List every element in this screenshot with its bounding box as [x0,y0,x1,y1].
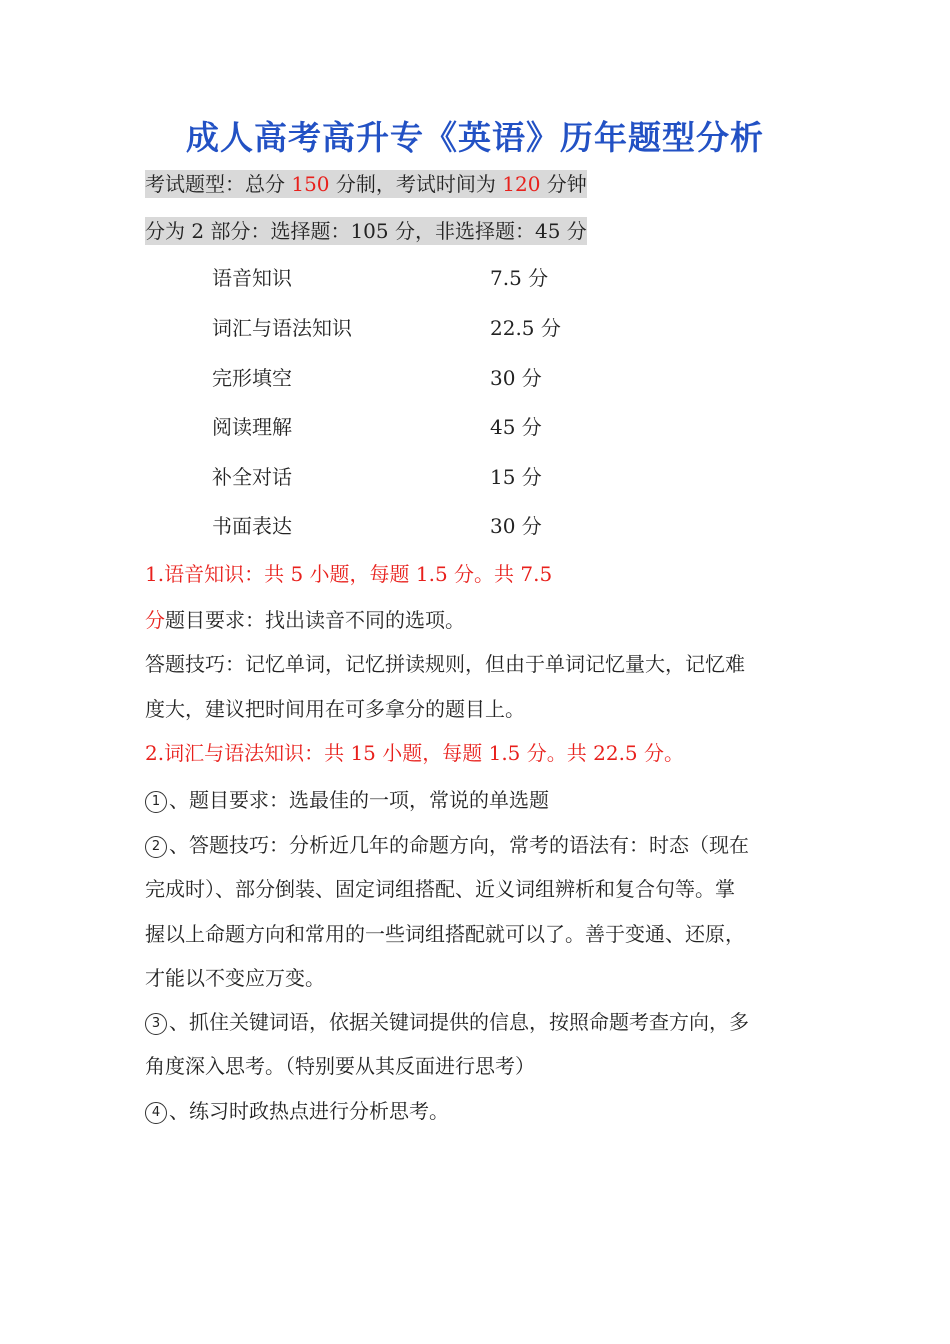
intro-text: 分钟 [540,172,587,196]
table-row [212,312,632,342]
part1-requirement [145,606,465,634]
list-item [145,786,549,814]
section-score: 45 分 [490,415,542,439]
list-item [145,1097,449,1125]
intro-text: 分为 2 部分：选择题：105 分，非选择题：45 分 [145,219,587,243]
section-score: 22.5 分 [490,316,561,340]
intro-line-2 [145,217,587,245]
table-row [212,510,632,540]
part1-heading-end: 分 [145,608,165,632]
list-item-continuation: 才能以不变应万变。 [145,966,325,990]
intro-line-1 [145,170,587,198]
requirement-text: 题目要求：找出读音不同的选项。 [165,608,465,632]
exam-time-value: 120 [502,172,541,196]
section-score: 15 分 [490,465,542,489]
table-row [212,362,632,392]
list-item-text: 、答题技巧：分析近几年的命题方向，常考的语法有：时态（现在 [169,833,749,857]
list-item-continuation: 完成时）、部分倒装、固定词组搭配、近义词组辨析和复合句等。掌 [145,877,735,901]
part1-tip-line: 度大，建议把时间用在可多拿分的题目上。 [145,697,525,721]
section-name: 语音知识 [212,266,292,290]
section-name: 阅读理解 [212,415,292,439]
intro-text: 分制，考试时间为 [329,172,503,196]
part1-heading: 1.语音知识：共 5 小题，每题 1.5 分。共 7.5 [145,562,553,586]
circled-number: 2 [145,836,167,858]
document-title: 成人高考高升专《英语》历年题型分析 [186,118,764,157]
section-name: 补全对话 [212,465,292,489]
total-score-value: 150 [291,172,330,196]
table-row [212,411,632,441]
circled-number: 3 [145,1013,167,1035]
table-row [212,262,632,292]
list-item-continuation: 角度深入思考。（特别要从其反面进行思考） [145,1054,535,1078]
list-item-text: 、练习时政热点进行分析思考。 [169,1099,449,1123]
section-name: 词汇与语法知识 [212,316,352,340]
list-item [145,1008,749,1036]
table-row [212,461,632,491]
part1-tip-line: 答题技巧：记忆单词，记忆拼读规则，但由于单词记忆量大，记忆难 [145,652,745,676]
list-item-continuation: 握以上命题方向和常用的一些词组搭配就可以了。善于变通、还原， [145,922,745,946]
section-score: 30 分 [490,514,542,538]
intro-text: 考试题型：总分 [145,172,292,196]
list-item-text: 、抓住关键词语，依据关键词提供的信息，按照命题考查方向，多 [169,1010,749,1034]
circled-number: 1 [145,791,167,813]
list-item-text: 、题目要求：选最佳的一项，常说的单选题 [169,788,549,812]
section-score: 30 分 [490,366,542,390]
section-name: 书面表达 [212,514,292,538]
list-item [145,831,749,859]
part2-heading: 2.词汇与语法知识：共 15 小题，每题 1.5 分。共 22.5 分。 [145,741,685,765]
circled-number: 4 [145,1102,167,1124]
section-name: 完形填空 [212,366,292,390]
section-score: 7.5 分 [490,266,549,290]
